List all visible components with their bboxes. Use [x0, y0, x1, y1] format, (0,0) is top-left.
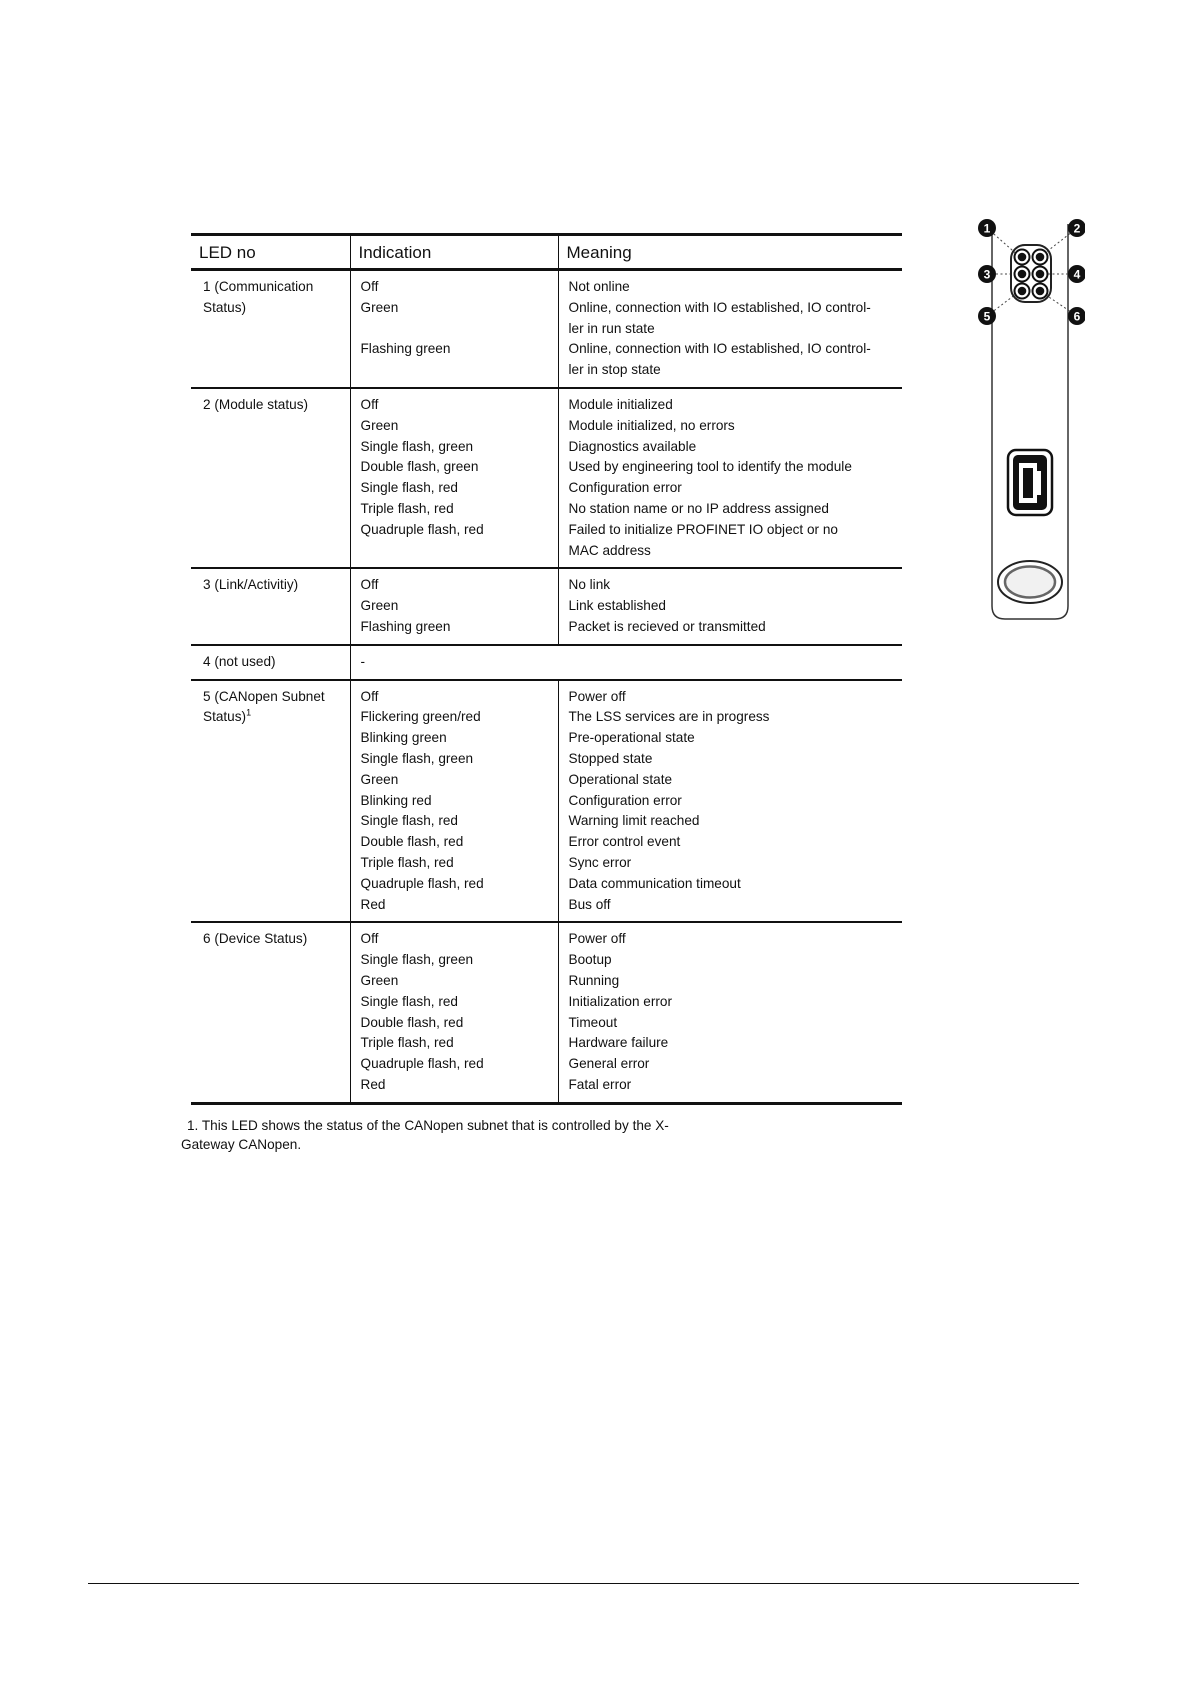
meaning-line: Failed to initialize PROFINET IO object or no: [568, 521, 838, 537]
meaning-line: Link established: [568, 598, 666, 614]
indication-line: Quadruple flash, red: [360, 1056, 484, 1072]
table-row: [191, 270, 902, 388]
callout-label-4: 4: [1073, 267, 1081, 282]
indication-line: [361, 319, 550, 340]
meaning-line: Power off: [568, 931, 626, 947]
meaning-line: Bootup: [568, 952, 612, 968]
header-meaning: Meaning: [558, 235, 902, 270]
indication-cell: [350, 680, 558, 923]
led-number-line: 4 (not used): [203, 653, 276, 669]
indication-line: Triple flash, red: [360, 500, 454, 516]
indication-line: Double flash, red: [360, 1014, 464, 1030]
indication-line: Single flash, red: [360, 993, 458, 1009]
indication-cell: [350, 645, 902, 680]
led-number-cell: [191, 568, 350, 644]
meaning-line: The LSS services are in progress: [568, 709, 770, 725]
meaning-line: Module initialized: [568, 396, 673, 412]
indication-line: Single flash, green: [360, 952, 474, 968]
indication-cell: [350, 270, 558, 388]
meaning-line: Diagnostics available: [568, 438, 697, 454]
meaning-line: Pre-operational state: [568, 730, 695, 746]
indication-line: Off: [360, 279, 379, 294]
callout-label-3: 3: [983, 267, 991, 282]
meaning-line: Hardware failure: [568, 1035, 669, 1051]
indication-line: Red: [360, 1076, 386, 1092]
meaning-line: Timeout: [568, 1014, 618, 1030]
indication-line: Green: [360, 417, 399, 433]
meaning-line: Operational state: [568, 771, 673, 787]
meaning-line: Sync error: [568, 854, 632, 870]
meaning-line: Online, connection with IO established, IO control-: [568, 341, 871, 357]
meaning-line: Warning limit reached: [568, 813, 700, 829]
led-number-line: 3 (Link/Activitiy): [203, 577, 299, 593]
led-number-line: Status): [203, 709, 247, 725]
indication-line: Green: [360, 771, 399, 787]
table-row: [191, 680, 902, 923]
meaning-line: No station name or no IP address assigned: [568, 500, 829, 516]
footnote: 1. This LED shows the status of the CANopen subnet that is controlled by the X-Gateway CANopen.: [181, 1118, 669, 1152]
indication-line: Off: [360, 577, 379, 593]
indication-line: Green: [360, 598, 399, 614]
device-front-panel-illustration: [975, 214, 1085, 624]
meaning-line: Module initialized, no errors: [568, 417, 735, 433]
indication-line: Triple flash, red: [360, 1035, 454, 1051]
indication-cell: [350, 388, 558, 568]
page-footer-rule: [88, 1583, 1079, 1584]
callout-label-1: 1: [983, 221, 991, 236]
led-number-cell: [191, 680, 350, 923]
indication-line: Off: [360, 931, 379, 947]
table-row: [191, 388, 902, 568]
indication-line: Green: [360, 972, 399, 988]
table-header-row: [191, 235, 902, 270]
ethernet-port-icon: [1008, 450, 1052, 515]
callout-label-2: 2: [1073, 221, 1081, 236]
led-number-cell: [191, 270, 350, 388]
indication-line: Flashing green: [360, 341, 451, 357]
led-number-line: 2 (Module status): [203, 396, 309, 412]
indication-line: Red: [360, 896, 386, 912]
indication-line: Quadruple flash, red: [360, 521, 484, 537]
meaning-line: Initialization error: [568, 993, 673, 1009]
indication-line: Flashing green: [360, 618, 451, 634]
meaning-line: Configuration error: [568, 480, 682, 496]
indication-line: -: [360, 653, 366, 669]
callout-label-5: 5: [983, 309, 991, 324]
indication-line: Blinking green: [360, 730, 447, 746]
indication-line: Flickering green/red: [360, 709, 481, 725]
meaning-line: No link: [568, 577, 611, 593]
led-status-table: [191, 233, 902, 1105]
meaning-line: Running: [568, 972, 620, 988]
footnote-marker: 1: [246, 707, 252, 718]
meaning-line: Not online: [568, 279, 630, 294]
indication-line: Double flash, green: [360, 459, 479, 475]
table-row: [191, 922, 902, 1103]
table-row: [191, 568, 902, 644]
led-number-cell: [191, 645, 350, 680]
meaning-cell: [558, 388, 902, 568]
table-row: [191, 645, 902, 680]
indication-line: Off: [360, 396, 379, 412]
led-number-line: 6 (Device Status): [203, 931, 308, 947]
round-button-icon: [998, 561, 1062, 603]
indication-line: Single flash, red: [360, 813, 458, 829]
meaning-cell: [558, 922, 902, 1103]
led-cluster: [1011, 245, 1051, 302]
meaning-line: Packet is recieved or transmitted: [568, 618, 766, 634]
callout-label-6: 6: [1073, 309, 1081, 324]
panel-outline: [992, 224, 1068, 619]
meaning-line: ler in stop state: [568, 362, 661, 378]
meaning-line: Used by engineering tool to identify the module: [568, 459, 852, 475]
meaning-line: MAC address: [568, 542, 651, 558]
led-number-line: Status): [203, 299, 247, 315]
led-number-line: 1 (Communication: [203, 279, 314, 294]
indication-line: Triple flash, red: [360, 854, 454, 870]
meaning-line: Error control event: [568, 834, 681, 850]
indication-line: Green: [360, 299, 399, 315]
meaning-line: Data communication timeout: [568, 875, 741, 891]
indication-line: Single flash, green: [360, 750, 474, 766]
led-number-line: 5 (CANopen Subnet: [203, 688, 325, 704]
meaning-line: General error: [568, 1056, 650, 1072]
meaning-line: Fatal error: [568, 1076, 632, 1092]
indication-line: Quadruple flash, red: [360, 875, 484, 891]
indication-line: Double flash, red: [360, 834, 464, 850]
header-led-no: LED no: [191, 235, 350, 270]
led-number-cell: [191, 922, 350, 1103]
meaning-line: Power off: [568, 688, 626, 704]
meaning-line: Bus off: [568, 896, 611, 912]
meaning-line: Configuration error: [568, 792, 682, 808]
indication-line: Off: [360, 688, 379, 704]
header-indication: Indication: [350, 235, 558, 270]
meaning-line: ler in run state: [568, 320, 655, 336]
led-number-cell: [191, 388, 350, 568]
meaning-cell: [558, 680, 902, 923]
meaning-cell: [558, 568, 902, 644]
meaning-line: Stopped state: [568, 750, 653, 766]
indication-cell: [350, 568, 558, 644]
meaning-cell: [558, 270, 902, 388]
indication-line: Blinking red: [360, 792, 432, 808]
meaning-line: Online, connection with IO established, IO control-: [568, 299, 871, 315]
indication-cell: [350, 922, 558, 1103]
indication-line: Single flash, green: [360, 438, 474, 454]
indication-line: Single flash, red: [360, 480, 458, 496]
